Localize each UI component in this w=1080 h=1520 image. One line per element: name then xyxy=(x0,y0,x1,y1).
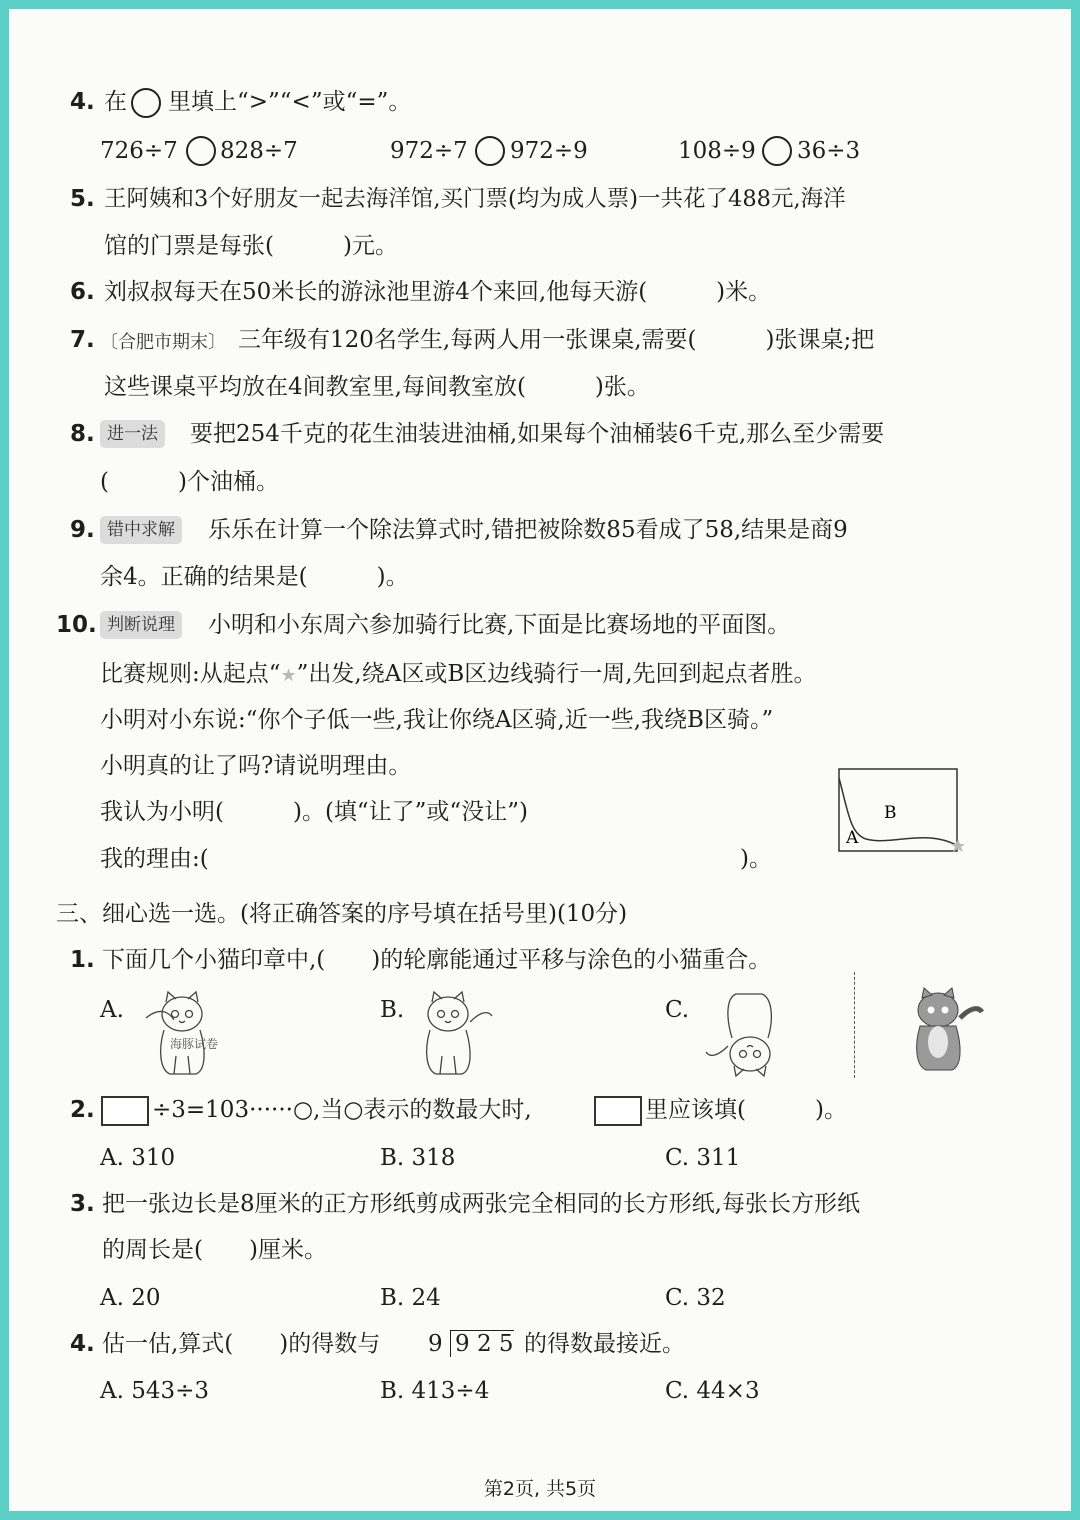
cat-reference-shaded-image xyxy=(898,986,988,1076)
q6-number: 6. xyxy=(70,279,95,305)
c4-option-c[interactable]: C. 44×3 xyxy=(665,1378,760,1404)
star-icon: ★ xyxy=(280,665,297,686)
q10-line4: 小明真的让了吗?请说明理由。 xyxy=(100,753,412,779)
long-division-dividend: 9 2 5 xyxy=(450,1330,514,1357)
c3-line1: 把一张边长是8厘米的正方形纸剪成两张完全相同的长方形纸,每张长方形纸 xyxy=(102,1191,860,1217)
q7-line2: 这些课桌平均放在4间教室里,每间教室放( )张。 xyxy=(104,374,650,400)
q10-line5: 我认为小明( )。(填“让了”或“没让”) xyxy=(100,799,528,825)
c1-option-c-label[interactable]: C. xyxy=(665,997,690,1023)
q4-text-end: 里填上“>”“<”或“=”。 xyxy=(168,89,412,115)
q7-number: 7. xyxy=(70,327,95,353)
q10-rule-line xyxy=(100,660,817,690)
compare-circle[interactable] xyxy=(186,136,216,166)
q5-line2: 馆的门票是每张( )元。 xyxy=(104,233,398,259)
c1-line1: 下面几个小猫印章中,( )的轮廓能通过平移与涂色的小猫重合。 xyxy=(102,947,772,973)
c2-option-c[interactable]: C. 311 xyxy=(665,1145,741,1171)
star-icon xyxy=(951,839,965,852)
cat-stamp-c-image xyxy=(700,990,790,1078)
race-map-diagram xyxy=(836,766,966,858)
q4-text-start: 在 xyxy=(104,89,127,115)
compare-circle[interactable] xyxy=(762,136,792,166)
q4-expr1-right: 828÷7 xyxy=(220,138,298,164)
c3-option-a[interactable]: A. 20 xyxy=(100,1285,161,1311)
q10-line1: 小明和小东周六参加骑行比赛,下面是比赛场地的平面图。 xyxy=(208,612,791,638)
q4-expr2-right: 972÷9 xyxy=(510,138,588,164)
c2-option-a[interactable]: A. 310 xyxy=(100,1145,176,1171)
q5-line1: 王阿姨和3个好朋友一起去海洋馆,买门票(均为成人票)一共花了488元,海洋 xyxy=(104,186,846,212)
cat-stamp-a-image xyxy=(140,990,230,1078)
q4-expr1-left: 726÷7 xyxy=(100,138,178,164)
q8-line2: ( )个油桶。 xyxy=(100,469,279,495)
q4-expr2-left: 972÷7 xyxy=(390,138,468,164)
q8-line1: 要把254千克的花生油装进油桶,如果每个油桶装6千克,那么至少需要 xyxy=(190,421,885,447)
c4-option-a[interactable]: A. 543÷3 xyxy=(100,1378,210,1404)
c4-text-end: 的得数最接近。 xyxy=(524,1331,685,1357)
c3-option-b[interactable]: B. 24 xyxy=(380,1285,441,1311)
c1-option-a-label[interactable]: A. xyxy=(100,997,124,1023)
q8-method-tag: 进一法 xyxy=(100,420,165,448)
divider-line xyxy=(854,972,855,1078)
c3-number: 3. xyxy=(70,1191,95,1217)
c3-option-c[interactable]: C. 32 xyxy=(665,1285,726,1311)
map-label-a: A xyxy=(846,828,859,848)
compare-circle[interactable] xyxy=(475,136,505,166)
long-division-divisor: 9 xyxy=(428,1331,443,1357)
c2-text-start: ÷3=103······○,当○表示的数最大时, xyxy=(152,1097,532,1123)
c4-number: 4. xyxy=(70,1331,95,1357)
q10-line3: 小明对小东说:“你个子低一些,我让你绕A区骑,近一些,我绕B区骑。” xyxy=(100,707,774,733)
c4-option-b[interactable]: B. 413÷4 xyxy=(380,1378,490,1404)
c2-option-b[interactable]: B. 318 xyxy=(380,1145,456,1171)
c4-text-start: 估一估,算式( )的得数与 xyxy=(102,1331,381,1357)
page-number-footer: 第2页, 共5页 xyxy=(483,1478,597,1500)
q7-line1: 三年级有120名学生,每两人用一张课桌,需要( )张课桌;把 xyxy=(238,327,875,353)
q10-reason-start: 我的理由:( xyxy=(100,846,209,872)
q5-number: 5. xyxy=(70,186,95,212)
q9-number: 9. xyxy=(70,517,95,543)
q10-method-tag: 判断说理 xyxy=(100,611,182,639)
answer-box[interactable] xyxy=(101,1096,149,1126)
q8-number: 8. xyxy=(70,421,95,447)
rule-text-end: ”出发,绕A区或B区边线骑行一周,先回到起点者胜。 xyxy=(296,661,817,687)
answer-box[interactable] xyxy=(594,1096,642,1126)
c2-number: 2. xyxy=(70,1097,95,1123)
c1-number: 1. xyxy=(70,947,95,973)
q4-expr3-left: 108÷9 xyxy=(678,138,756,164)
c2-text-end: 里应该填( )。 xyxy=(645,1097,847,1123)
q9-line1: 乐乐在计算一个除法算式时,错把被除数85看成了58,结果是商9 xyxy=(208,517,848,543)
q4-number: 4. xyxy=(70,89,95,115)
q9-method-tag: 错中求解 xyxy=(100,516,182,544)
section3-title: 三、细心选一选。(将正确答案的序号填在括号里)(10分) xyxy=(56,901,628,927)
cat-stamp-b-image xyxy=(408,990,498,1078)
compare-circle[interactable] xyxy=(131,88,161,118)
q10-reason-end: )。 xyxy=(740,846,772,872)
q9-line2: 余4。正确的结果是( )。 xyxy=(100,564,409,590)
map-label-b: B xyxy=(884,803,897,823)
rule-text-start: 比赛规则:从起点“ xyxy=(100,661,281,687)
watermark-text: 海豚试卷 xyxy=(170,1037,219,1051)
c3-line2: 的周长是( )厘米。 xyxy=(102,1237,327,1263)
q10-number: 10. xyxy=(56,612,97,638)
q7-source-tag: 〔合肥市期末〕 xyxy=(100,332,226,353)
c1-option-b-label[interactable]: B. xyxy=(380,997,405,1023)
q6-line1: 刘叔叔每天在50米长的游泳池里游4个来回,他每天游( )米。 xyxy=(104,279,772,305)
q4-expr3-right: 36÷3 xyxy=(797,138,861,164)
